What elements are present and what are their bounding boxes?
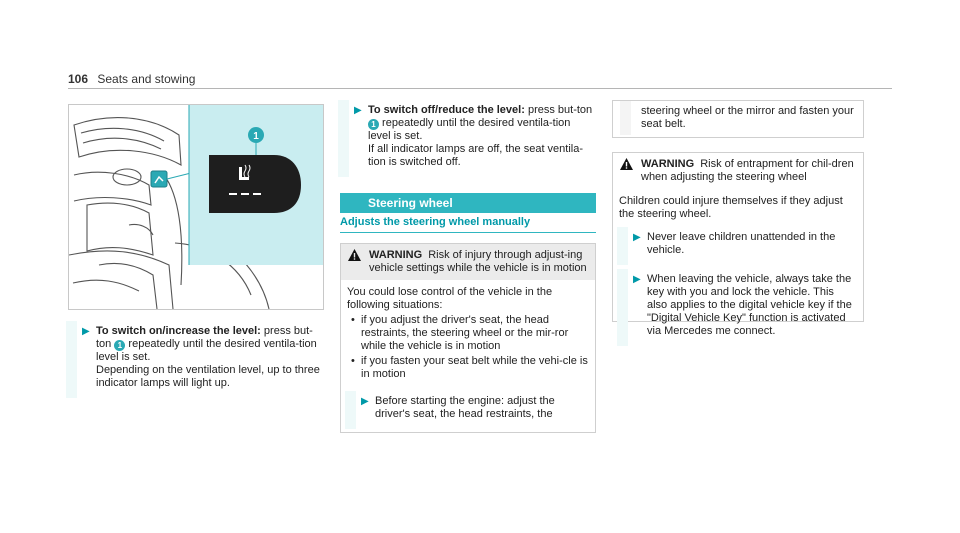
- warning-intro: You could lose control of the vehicle in the following situations:: [347, 286, 553, 311]
- step-text: Never leave children unattended in the vehicle.: [647, 231, 836, 256]
- step-text: press but-ton: [96, 325, 313, 350]
- warning-triangle-icon: [348, 249, 361, 261]
- step-item: [347, 395, 589, 427]
- continued-text: steering wheel or the mirror and fasten your seat belt.: [613, 101, 863, 135]
- subsection-heading: Adjusts the steering wheel manually: [340, 216, 596, 233]
- warning-body: [613, 189, 863, 348]
- warning-title: Risk of injury through adjust-ing vehicle settings while the vehicle is in motion: [369, 249, 587, 274]
- step-note: Depending on the ventilation level, up to three indicator lamps will light up.: [96, 364, 320, 389]
- step-text: Before starting the engine: adjust the driver's seat, the head restraints, the: [375, 395, 555, 420]
- ventilation-button: [209, 155, 301, 213]
- warning-triangle-icon: [620, 158, 633, 170]
- warning-box-continued: [612, 100, 864, 138]
- section-name: Seats and stowing: [97, 72, 196, 86]
- section-title-bar: Steering wheel: [340, 193, 596, 213]
- list-item: • if you adjust the driver's seat, the head restraints, the steering wheel or the mir-ror while the vehicle is in motion: [347, 314, 589, 353]
- door-panel-illustration: [69, 105, 323, 309]
- step-note: If all indicator lamps are off, the seat ventila-tion is switched off.: [368, 143, 584, 168]
- step-text: When leaving the vehicle, always take the key with you and lock the vehicle. This also applies to the digital vehicle key if the "Digital Vehicle Key" function is activated via Mercedes me connect.: [647, 273, 852, 337]
- warning-intro: Children could injure themselves if they adjust the steering wheel.: [619, 195, 843, 220]
- step-arrow-icon: ▶: [633, 232, 641, 243]
- step-item: [68, 325, 324, 396]
- step-arrow-icon: ▶: [633, 274, 641, 285]
- switch-on-instruction: [68, 325, 324, 396]
- callout-marker: 1: [368, 119, 379, 130]
- step-item: [340, 104, 596, 175]
- list-item: • if you fasten your seat belt while the vehi-cle is in motion: [347, 355, 589, 381]
- step-text: repeatedly until the desired ventila-tion level is set.: [96, 338, 317, 363]
- step-title: To switch off/reduce the level:: [368, 104, 525, 116]
- step-text: press but-ton: [524, 104, 593, 116]
- button-highlight: [151, 171, 167, 187]
- step-text: repeatedly until the desired ventila-tion level is set.: [368, 117, 571, 142]
- warning-header: [613, 153, 863, 189]
- page-header: [68, 72, 195, 86]
- callout-marker: 1: [114, 340, 125, 351]
- indicator-lamps: [229, 193, 261, 195]
- step-arrow-icon: ▶: [354, 105, 362, 116]
- warning-box-entrapment: [612, 152, 864, 337]
- switch-off-instruction: [340, 104, 596, 175]
- warning-list: [347, 314, 589, 381]
- page-number: 106: [68, 72, 89, 86]
- warning-label: WARNING: [641, 158, 695, 170]
- warning-header: [341, 244, 595, 280]
- figure-callout-label: 1: [253, 131, 259, 142]
- warning-title: Risk of entrapment for chil-dren when adjusting the steering wheel: [641, 158, 854, 183]
- step-item: [619, 273, 857, 344]
- header-divider: [68, 88, 892, 89]
- step-item: [619, 231, 857, 263]
- warning-body: [341, 280, 595, 431]
- step-arrow-icon: ▶: [361, 396, 369, 407]
- step-title: To switch on/increase the level:: [96, 325, 261, 337]
- seat-ventilation-figure: [68, 104, 324, 310]
- warning-label: WARNING: [369, 249, 423, 261]
- warning-box-injury: [340, 243, 596, 433]
- step-arrow-icon: ▶: [82, 326, 90, 337]
